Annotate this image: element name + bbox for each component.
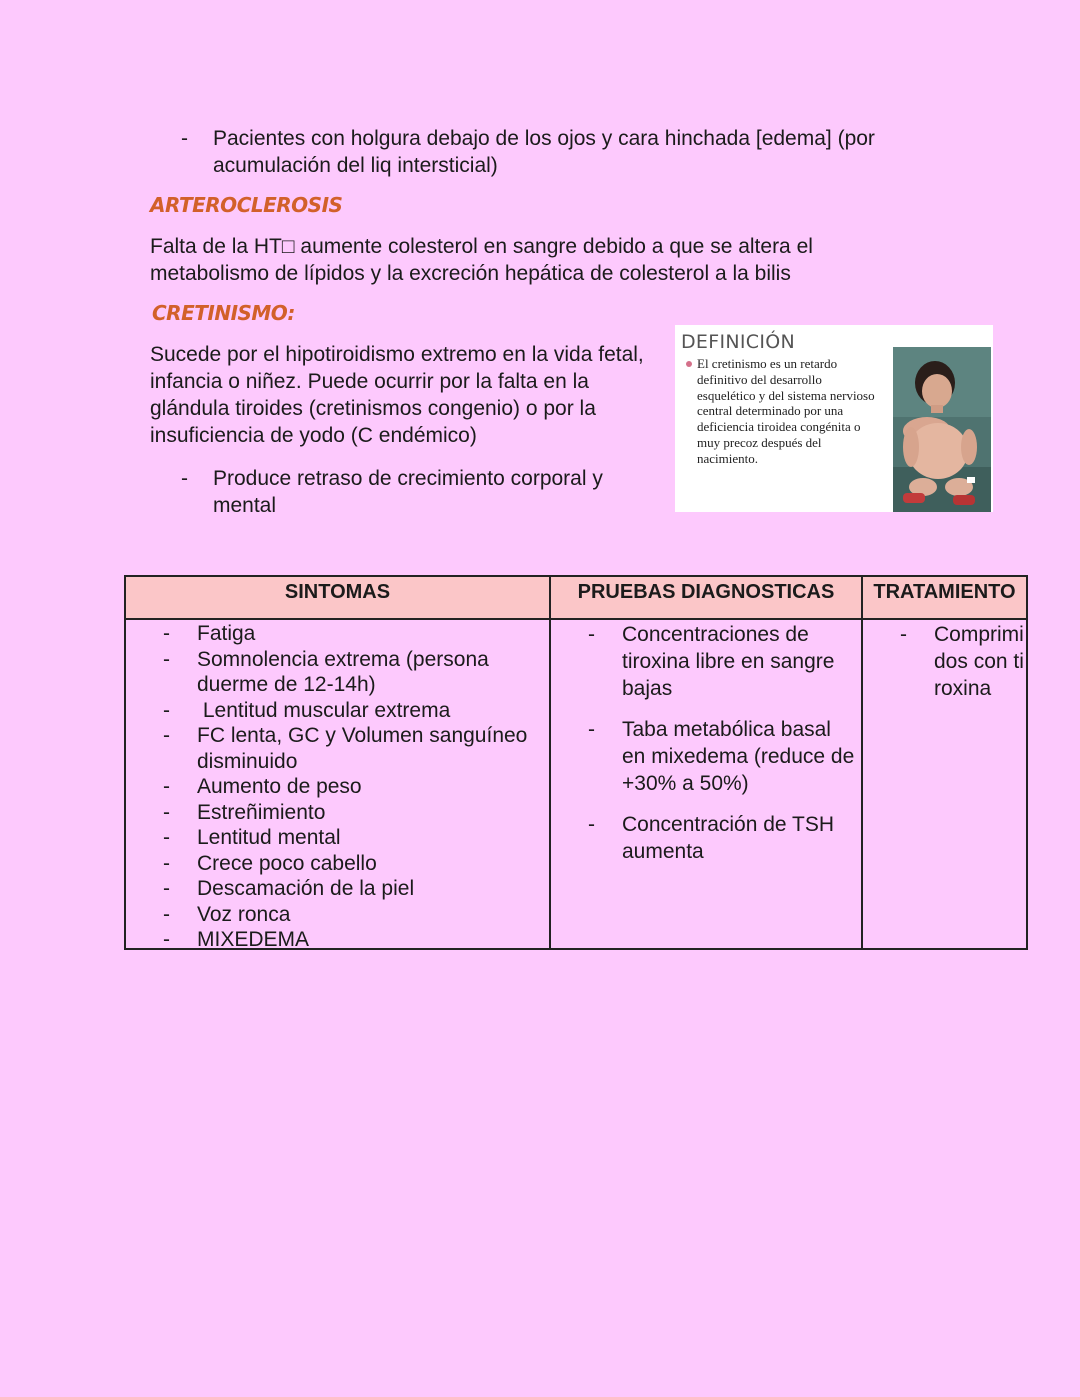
list-item: - Concentraciones de tiroxina libre en sangre bajas (588, 621, 858, 702)
list-item: - Concentración de TSH aumenta (588, 811, 858, 865)
list-item: - Comprimidos con tiroxina (900, 621, 1024, 702)
list-item: - Crece poco cabello (163, 851, 538, 877)
cretinismo-item-line-1: Produce retraso de crecimiento corporal y (213, 467, 603, 490)
definition-title: DEFINICIÓN (681, 331, 796, 353)
tratamiento-list (900, 621, 1024, 702)
cretinismo-line-3: glándula tiroides (cretinismos congenio) o por la (150, 397, 596, 420)
bullet-dash: - (181, 127, 188, 150)
section-heading-cretinismo: CRETINISMO: (152, 301, 295, 325)
cretinismo-line-1: Sucede por el hipotiroidismo extremo en la vida fetal, (150, 343, 644, 366)
header-tratamiento: TRATAMIENTO (873, 581, 1016, 603)
bullet-dash: - (181, 467, 188, 490)
cretinismo-line-4: insuficiencia de yodo (C endémico) (150, 424, 477, 447)
list-item: - MIXEDEMA (163, 927, 538, 953)
list-item: - Somnolencia extrema (persona duerme de 12-14h) (163, 647, 497, 698)
cretinismo-item-line-2: mental (213, 494, 277, 517)
intro-item: Pacientes con holgura debajo de los ojos y cara hinchada [edema] (por acumulación del liq intersticial) (213, 127, 875, 177)
cretinismo-line-2: infancia o niñez. Puede ocurrir por la falta en la (150, 370, 589, 393)
list-item: - Fatiga (163, 621, 538, 647)
list-item: - Taba metabólica basal en mixedema (reduce de +30% a 50%) (588, 716, 858, 797)
definition-card (675, 325, 993, 512)
header-sintomas: SINTOMAS (284, 581, 391, 603)
list-item: - Descamación de la piel (163, 876, 538, 902)
list-item: - Lentitud mental (163, 825, 538, 851)
arteriosclerosis-line-1: Falta de la HT□ aumente colesterol en sangre debido a que se altera el (150, 235, 813, 258)
list-item: - Voz ronca (163, 902, 538, 928)
list-item: - Aumento de peso (163, 774, 538, 800)
column-divider (861, 577, 863, 948)
bullet-dot-icon (686, 361, 692, 367)
definition-text: El cretinismo es un retardo definitivo del desarrollo esquelético y del sistema nervioso central determinado por una deficiencia tiroidea congénita o muy precoz después del nacimiento. (697, 356, 875, 466)
child-photo (893, 347, 991, 512)
list-item: - Lentitud muscular extrema (163, 698, 538, 724)
header-pruebas: PRUEBAS DIAGNOSTICAS (577, 581, 835, 603)
column-divider (549, 577, 551, 948)
pruebas-list (588, 621, 858, 865)
list-item: - Estreñimiento (163, 800, 538, 826)
section-heading-arteriosclerosis: ARTEROCLEROSIS (150, 193, 343, 217)
list-item: - FC lenta, GC y Volumen sanguíneo disminuido (163, 723, 538, 774)
sintomas-list (163, 621, 538, 953)
clinical-table (124, 575, 1028, 950)
arteriosclerosis-line-2: metabolismo de lípidos y la excreción hepática de colesterol a la bilis (150, 262, 791, 285)
